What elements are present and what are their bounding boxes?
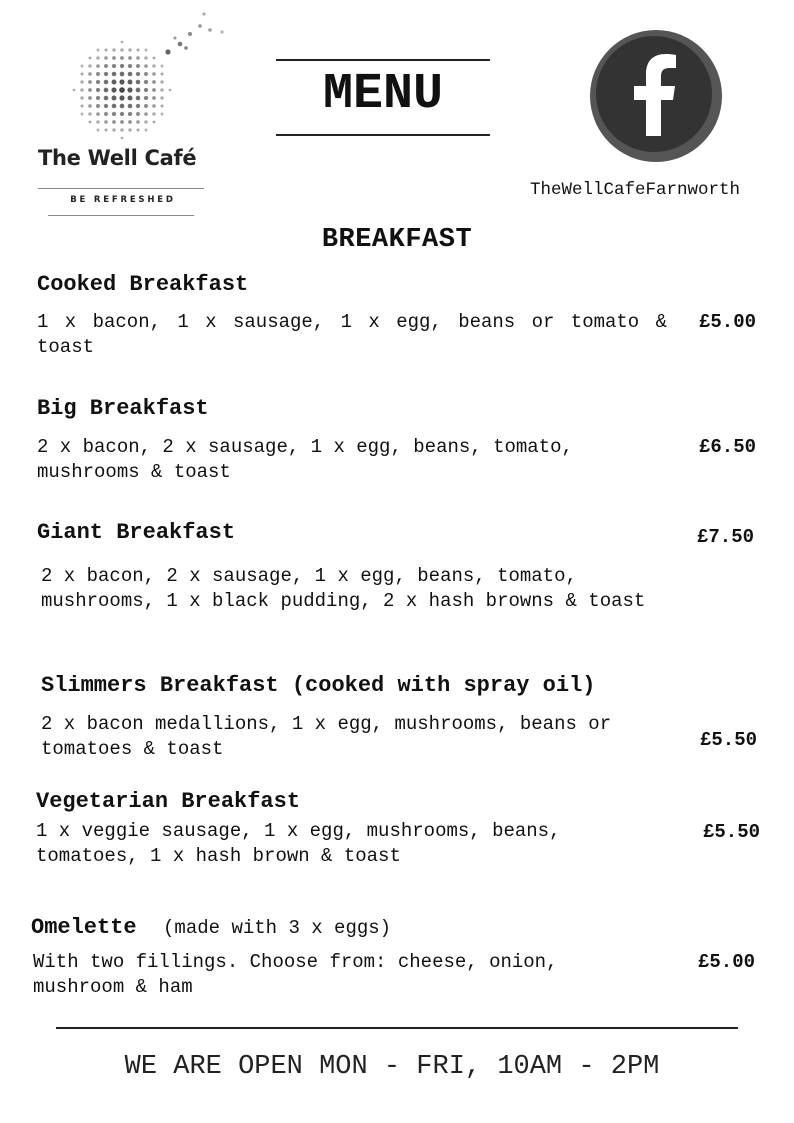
footer-divider	[56, 1027, 738, 1029]
facebook-handle: TheWellCafeFarnworth	[530, 180, 741, 200]
menu-item-title	[31, 915, 391, 940]
menu-item-name: Giant Breakfast	[37, 520, 236, 545]
menu-item-title	[41, 673, 596, 698]
menu-item-price: £5.00	[698, 951, 756, 973]
brand-tagline: BE REFRESHED	[70, 195, 176, 205]
page-title: MENU	[322, 66, 444, 123]
opening-hours: WE ARE OPEN MON - FRI, 10AM - 2PM	[124, 1052, 660, 1082]
menu-item-price: £7.50	[697, 526, 755, 548]
menu-item-note: (made with 3 x eggs)	[163, 917, 392, 939]
menu-item-title	[36, 789, 300, 814]
menu-item-description: 1 x bacon, 1 x sausage, 1 x egg, beans or tomato & toast	[37, 311, 667, 358]
menu-item-description: 1 x veggie sausage, 1 x egg, mushrooms, beans, tomatoes, 1 x hash brown & toast	[36, 820, 561, 867]
menu-item-description: With two fillings. Choose from: cheese, onion, mushroom & ham	[33, 951, 558, 998]
menu-rule-top	[276, 59, 490, 61]
menu-item-price: £6.50	[699, 436, 757, 458]
menu-item-description: 2 x bacon, 2 x sausage, 1 x egg, beans, tomato, mushrooms & toast	[37, 436, 573, 483]
brand-name: The Well Café	[38, 146, 197, 170]
cafe-logo-icon	[60, 8, 240, 148]
menu-item-title	[37, 396, 209, 421]
menu-item-name: Omelette	[31, 915, 137, 940]
menu-item-title	[37, 272, 248, 297]
menu-item-price: £5.50	[700, 729, 758, 751]
menu-item-name: Cooked Breakfast	[37, 272, 249, 297]
brand-divider-bottom	[48, 215, 194, 216]
menu-item-price: £5.50	[703, 821, 761, 843]
section-title: BREAKFAST	[321, 225, 473, 255]
facebook-icon	[584, 28, 730, 164]
brand-divider-top	[38, 188, 204, 189]
menu-item-price: £5.00	[699, 311, 757, 333]
menu-item-title	[37, 520, 235, 545]
menu-item-name: Vegetarian Breakfast	[36, 789, 301, 814]
menu-item-description: 2 x bacon, 2 x sausage, 1 x egg, beans, tomato, mushrooms, 1 x black pudding, 2 x hash browns & toast	[41, 565, 646, 612]
menu-rule-bottom	[276, 134, 490, 136]
menu-item-name: Big Breakfast	[37, 396, 209, 421]
menu-item-description: 2 x bacon medallions, 1 x egg, mushrooms, beans or tomatoes & toast	[41, 713, 612, 760]
menu-item-name: Slimmers Breakfast (cooked with spray oil)	[41, 673, 596, 698]
